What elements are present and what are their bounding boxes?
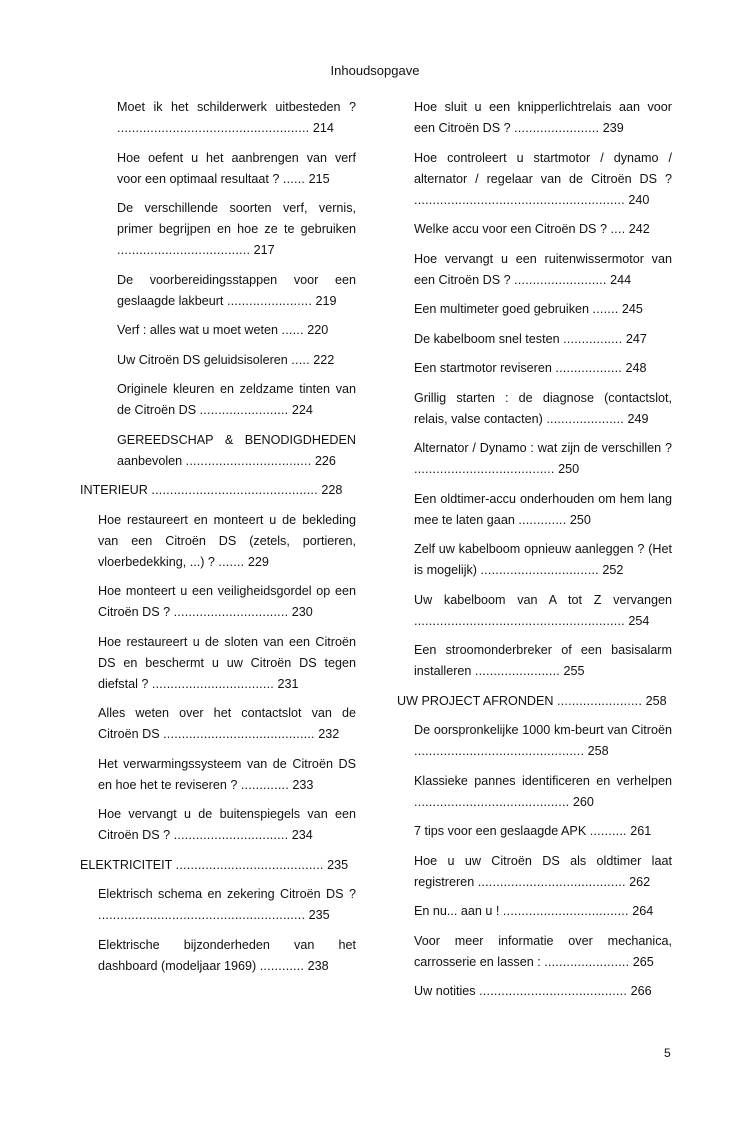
toc-entry[interactable] (80, 754, 356, 796)
toc-entry-title: De verschillende soorten verf, vernis, primer begrijpen en hoe ze te gebruiken (117, 201, 356, 236)
toc-entry-leader-dots: ............................................. (151, 483, 318, 497)
toc-entry-title: Uw Citroën DS geluidsisoleren (117, 352, 288, 367)
toc-entry-title: Hoe oefent u het aanbrengen van verf voor een optimaal resultaat ? (117, 150, 356, 186)
toc-entry-page: 248 (625, 361, 647, 375)
toc-entry[interactable] (397, 97, 672, 139)
toc-entry-title: Hoe monteert u een veiligheidsgordel op een Citroën DS ? (98, 584, 356, 619)
toc-entry-page: 266 (630, 984, 652, 998)
toc-entry[interactable] (80, 480, 356, 501)
toc-entry-leader-dots: ....................... (474, 664, 560, 678)
toc-entry-leader-dots: ....................... (226, 293, 313, 308)
toc-entry-leader-dots: ............. (240, 777, 289, 792)
toc-entry-leader-dots: ..................... (546, 411, 624, 426)
toc-entry[interactable] (397, 148, 672, 211)
toc-entry-leader-dots: ............................... (173, 605, 289, 619)
page-number: 5 (664, 1046, 671, 1060)
toc-entry-leader-dots: ...................................... (414, 462, 555, 476)
toc-entry-page: 250 (558, 462, 580, 476)
toc-entry-page: 254 (628, 613, 650, 628)
toc-entry-leader-dots: ......................................................... (414, 613, 625, 628)
toc-entry-page: 230 (291, 605, 313, 619)
toc-entry-title: De kabelboom snel testen (414, 331, 560, 346)
toc-entry-leader-dots: ........................ (199, 403, 289, 417)
toc-entry[interactable] (80, 97, 356, 139)
toc-entry-page: 222 (313, 352, 335, 367)
toc-entry-page: 235 (327, 857, 349, 872)
toc-entry[interactable] (397, 299, 672, 320)
toc-entry[interactable] (397, 720, 672, 762)
toc-column-right (397, 97, 672, 1011)
toc-entry-title: Alternator / Dynamo : wat zijn de verschillen ? (414, 441, 672, 455)
toc-entry[interactable] (397, 640, 672, 682)
toc-entry-page: 247 (625, 331, 647, 346)
toc-entry-title: Verf : alles wat u moet weten (117, 323, 279, 337)
toc-entry-page: 219 (315, 293, 337, 308)
toc-entry-page: 214 (312, 121, 334, 135)
toc-entry-title: De oorspronkelijke 1000 km-beurt van Citroën (414, 723, 672, 737)
toc-entry-leader-dots: .......... (589, 824, 627, 838)
toc-entry-page: 242 (628, 222, 650, 236)
toc-entry-page: 250 (569, 512, 591, 527)
toc-entry-leader-dots: .............................................. (414, 744, 585, 758)
toc-entry-leader-dots: ....................... (557, 693, 643, 708)
toc-entry-page: 217 (253, 243, 275, 257)
toc-entry[interactable] (397, 539, 672, 581)
toc-entry-title: Een oldtimer-accu onderhouden om hem lang mee te laten gaan (414, 491, 672, 527)
toc-entry[interactable] (80, 855, 356, 876)
toc-entry-title: Een startmotor reviseren (414, 361, 552, 375)
toc-entry-page: 262 (629, 874, 651, 889)
toc-entry-leader-dots: ................................ (480, 563, 599, 577)
toc-entry-leader-dots: .................................. (502, 904, 629, 918)
toc-entry-leader-dots: .................................................... (117, 121, 310, 135)
toc-entry-title: Alles weten over het contactslot van de Citroën DS (98, 706, 356, 741)
page-title: Inhoudsopgave (330, 63, 420, 78)
toc-entry[interactable] (397, 388, 672, 430)
toc-entry-title: UW PROJECT AFRONDEN (397, 693, 554, 708)
toc-entry-title: Een multimeter goed gebruiken (414, 302, 590, 316)
toc-entry[interactable] (397, 851, 672, 893)
toc-entry-page: 234 (291, 828, 313, 842)
toc-entry-page: 215 (308, 171, 330, 186)
toc-entry-page: 249 (627, 411, 649, 426)
toc-entry-title: Moet ik het schilderwerk uitbesteden ? (117, 100, 356, 114)
toc-entry[interactable] (80, 148, 356, 190)
toc-entry-title: Grillig starten : de diagnose (contactslot, relais, valse contacten) (414, 390, 672, 426)
toc-entry-leader-dots: .................................. (185, 453, 312, 468)
toc-entry-title: Hoe vervangt u een ruitenwissermotor van een Citroën DS ? (414, 251, 672, 287)
toc-entry-leader-dots: ........................................ (479, 984, 628, 998)
toc-entry-leader-dots: ...... (282, 171, 306, 186)
toc-entry-title: Hoe restaureert u de sloten van een Citroën DS en beschermt u uw Citroën DS tegen diefstal ? (98, 634, 356, 691)
toc-entry[interactable] (397, 691, 672, 712)
toc-entry-title: De voorbereidingsstappen voor een geslaagde lakbeurt (117, 272, 356, 308)
toc-entry-title: Hoe vervangt u de buitenspiegels van een Citroën DS ? (98, 807, 356, 842)
toc-entry-leader-dots: ........................................ (175, 857, 324, 872)
toc-entry-page: 235 (308, 908, 330, 922)
toc-entry[interactable] (397, 329, 672, 350)
toc-entry-page: 265 (632, 954, 654, 969)
toc-entry-page: 244 (610, 272, 632, 287)
toc-entry-leader-dots: ......................... (514, 272, 607, 287)
toc-entry-leader-dots: ......................................................... (414, 192, 625, 207)
toc-entry-page: 233 (292, 777, 314, 792)
toc-entry-leader-dots: ....................... (544, 954, 630, 969)
toc-entry-page: 232 (318, 727, 340, 741)
toc-entry-page: 260 (572, 794, 594, 809)
toc-entry[interactable] (397, 931, 672, 973)
toc-entry-leader-dots: ........................................ (477, 874, 626, 889)
toc-entry-leader-dots: .................. (555, 361, 622, 375)
toc-entry-page: 238 (307, 958, 329, 973)
toc-entry[interactable] (397, 901, 672, 922)
toc-entry-title: Klassieke pannes identificeren en verhelpen (414, 773, 672, 788)
toc-entry-title: ELEKTRICITEIT (80, 857, 173, 872)
toc-entry-title: Hoe u uw Citroën DS als oldtimer laat registreren (414, 853, 672, 889)
toc-entry-title: Voor meer informatie over mechanica, carrosserie en lassen : (414, 933, 672, 969)
toc-entry-page: 245 (621, 302, 643, 316)
toc-entry-leader-dots: ............. (518, 512, 567, 527)
toc-entry[interactable] (80, 935, 356, 977)
toc-entry-page: 239 (602, 121, 624, 135)
toc-entry[interactable] (397, 358, 672, 379)
toc-entry-page: 258 (587, 744, 609, 758)
toc-entry[interactable] (80, 430, 356, 472)
toc-entry-leader-dots: ............ (259, 958, 305, 973)
toc-entry-page: 228 (321, 483, 343, 497)
toc-entry[interactable] (80, 510, 356, 573)
toc-column-left (80, 97, 356, 985)
toc-entry-title: Uw kabelboom van A tot Z vervangen (414, 592, 672, 607)
toc-entry[interactable] (80, 884, 356, 926)
toc-entry[interactable] (80, 270, 356, 312)
toc-entry-leader-dots: .......................................... (414, 794, 570, 809)
toc-entry[interactable] (80, 320, 356, 341)
toc-entry-title: Zelf uw kabelboom opnieuw aanleggen ? (Het is mogelijk) (414, 542, 672, 577)
toc-entry-page: 231 (277, 676, 299, 691)
toc-entry-page: 258 (645, 693, 667, 708)
toc-entry[interactable] (397, 219, 672, 240)
toc-entry-leader-dots: ....... (592, 302, 619, 316)
toc-entry-title: Hoe restaureert en monteert u de bekleding van een Citroën DS (zetels, portieren, vloerbedekking, ...) ? (98, 512, 356, 569)
toc-entry-title: Elektrisch schema en zekering Citroën DS ? (98, 887, 356, 901)
toc-entry-page: 220 (307, 323, 329, 337)
toc-entry[interactable] (397, 771, 672, 813)
toc-entry[interactable] (80, 804, 356, 846)
toc-entry-page: 226 (314, 453, 336, 468)
toc-entry-title: GEREEDSCHAP & BENODIGDHEDEN aanbevolen (117, 432, 356, 468)
toc-entry-title: Hoe sluit u een knipperlichtrelais aan voor een Citroën DS ? (414, 100, 672, 135)
toc-entry-title: Originele kleuren en zeldzame tinten van de Citroën DS (117, 382, 356, 417)
toc-entry[interactable] (80, 350, 356, 371)
toc-entry-page: 224 (291, 403, 313, 417)
toc-entry[interactable] (80, 581, 356, 623)
toc-entry-page: 252 (602, 563, 624, 577)
toc-entry-leader-dots: .... (610, 222, 626, 236)
toc-entry[interactable] (397, 489, 672, 531)
toc-entry-title: 7 tips voor een geslaagde APK (414, 824, 587, 838)
toc-entry[interactable] (80, 379, 356, 421)
toc-entry-title: Uw notities (414, 984, 476, 998)
toc-entry-leader-dots: ....................... (514, 121, 600, 135)
toc-entry-leader-dots: ................................. (151, 676, 274, 691)
toc-entry-page: 240 (628, 192, 650, 207)
toc-entry-leader-dots: ............................... (173, 828, 289, 842)
toc-entry-page: 255 (563, 664, 585, 678)
toc-entry[interactable] (80, 198, 356, 261)
toc-entry-page: 229 (247, 554, 269, 569)
toc-entry-title: Een stroomonderbreker of een basisalarm installeren (414, 643, 672, 678)
toc-entry-leader-dots: ................ (563, 331, 623, 346)
toc-entry-page: 264 (632, 904, 654, 918)
toc-entry-leader-dots: ........................................................ (98, 908, 306, 922)
toc-entry-title: INTERIEUR (80, 483, 148, 497)
toc-entry-leader-dots: ....... (218, 554, 245, 569)
toc-entry[interactable] (397, 438, 672, 480)
toc-entry[interactable] (397, 821, 672, 842)
toc-entry-leader-dots: ......................................... (163, 727, 315, 741)
toc-entry-page: 261 (630, 824, 652, 838)
toc-entry[interactable] (80, 632, 356, 695)
toc-entry-title: En nu... aan u ! (414, 904, 500, 918)
toc-entry-leader-dots: .................................... (117, 243, 251, 257)
toc-entry[interactable] (397, 249, 672, 291)
toc-entry-title: Hoe controleert u startmotor / dynamo / alternator / regelaar van de Citroën DS ? (414, 150, 672, 186)
toc-entry[interactable] (397, 590, 672, 632)
toc-entry[interactable] (397, 981, 672, 1002)
toc-entry-leader-dots: ..... (291, 352, 310, 367)
toc-entry-title: Welke accu voor een Citroën DS ? (414, 222, 607, 236)
toc-entry[interactable] (80, 703, 356, 745)
toc-entry-leader-dots: ...... (281, 323, 304, 337)
toc-entry-title: Elektrische bijzonderheden van het dashboard (modeljaar 1969) (98, 937, 356, 973)
toc-entry-title: Het verwarmingssysteem van de Citroën DS en hoe het te reviseren ? (98, 756, 356, 792)
